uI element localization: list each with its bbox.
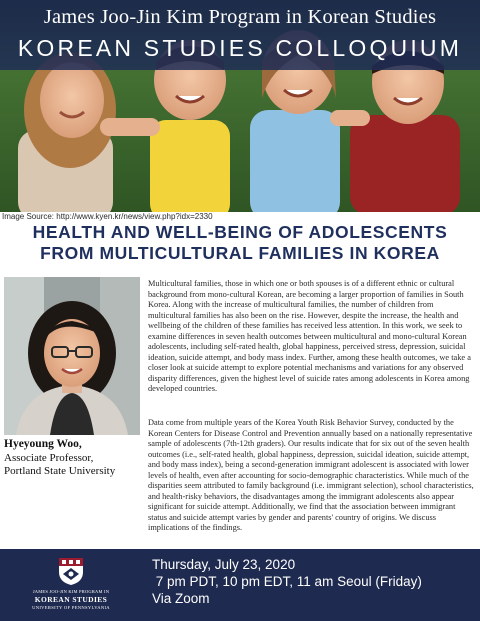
logo-line-2: KOREAN STUDIES (34, 595, 108, 604)
speaker-photo (4, 277, 140, 435)
logo-line-1: JAMES JOO-JIN KIM PROGRAM IN (32, 589, 110, 594)
penn-shield-icon (57, 556, 85, 586)
talk-title-line2: FROM MULTICULTURAL FAMILIES IN KOREA (40, 243, 440, 263)
event-date: Thursday, July 23, 2020 (152, 557, 296, 572)
speaker-portrait-illustration (4, 277, 140, 435)
program-logo (30, 556, 112, 618)
speaker-name: Hyeyoung Woo, (4, 438, 82, 450)
talk-title-line1: HEALTH AND WELL-BEING OF ADOLESCENTS (32, 222, 448, 242)
abstract-paragraph-2: Data come from multiple years of the Korea Youth Risk Behavior Survey, conducted by the Korean Centers for Disease Control and Prevention annually based on a nationally representative sample of adolescents (7th-12th graders). Our results indicate that for six out of the seven health outcomes (i.e., self-rated health, global happiness, depression, suicidal ideation, suicide attempt, and body mass index), being a second-generation immigrant adolescent is associated with lower levels of health, even after accounting for socio-demographic characteristics. While much of the disparities seem attributed to family background (i.e. immigrant selection), school characteristics, and health-risky behaviors, the disadvantages among the immigrant adolescents also appear significant for suicide attempt. Additionally, we find that the association between immigrant status and suicide attempt varies by gender and parents' country of origins. We discuss implications of the findings. (148, 418, 474, 533)
program-title: James Joo-Jin Kim Program in Korean Studies (43, 6, 437, 28)
abstract-paragraph-1: Multicultural families, those in which one or both spouses is of a different ethnic or cultural background from mono-cultural Korean, are becoming a larger proportion of families in South Korea. Along with the increase of multicultural families, the number of children from multicultural families has also been on the rise. However, despite the increase, the health and wellbeing of the children of these families has received less attention. In this work, we seek to examine differences in seven health outcomes between multicultural and mono-cultural Korean adolescents, including self-rated health, global happiness, perceived stress, depression, suicidal ideation, suicide attempt, and body mass index. Further, among these health outcomes, we take a closer look at suicide attempt to explore potential mechanisms and variations for any observed disparity differences, given the highest level of suicide rates among adolescents in Korea among developed countries. (148, 279, 471, 394)
event-time: 7 pm PDT, 10 pm EDT, 11 am Seoul (Friday) (152, 574, 422, 589)
speaker-affiliation: Portland State University (4, 465, 116, 477)
speaker-role: Associate Professor, (4, 452, 94, 464)
event-venue: Via Zoom (152, 591, 210, 606)
hero-photo (0, 0, 480, 212)
image-source-caption: Image Source: http://www.kyen.kr/news/view.php?idx=2330 (2, 212, 213, 221)
series-title: KOREAN STUDIES COLLOQUIUM (17, 35, 463, 61)
logo-line-3: UNIVERSITY OF PENNSYLVANIA (32, 605, 110, 610)
